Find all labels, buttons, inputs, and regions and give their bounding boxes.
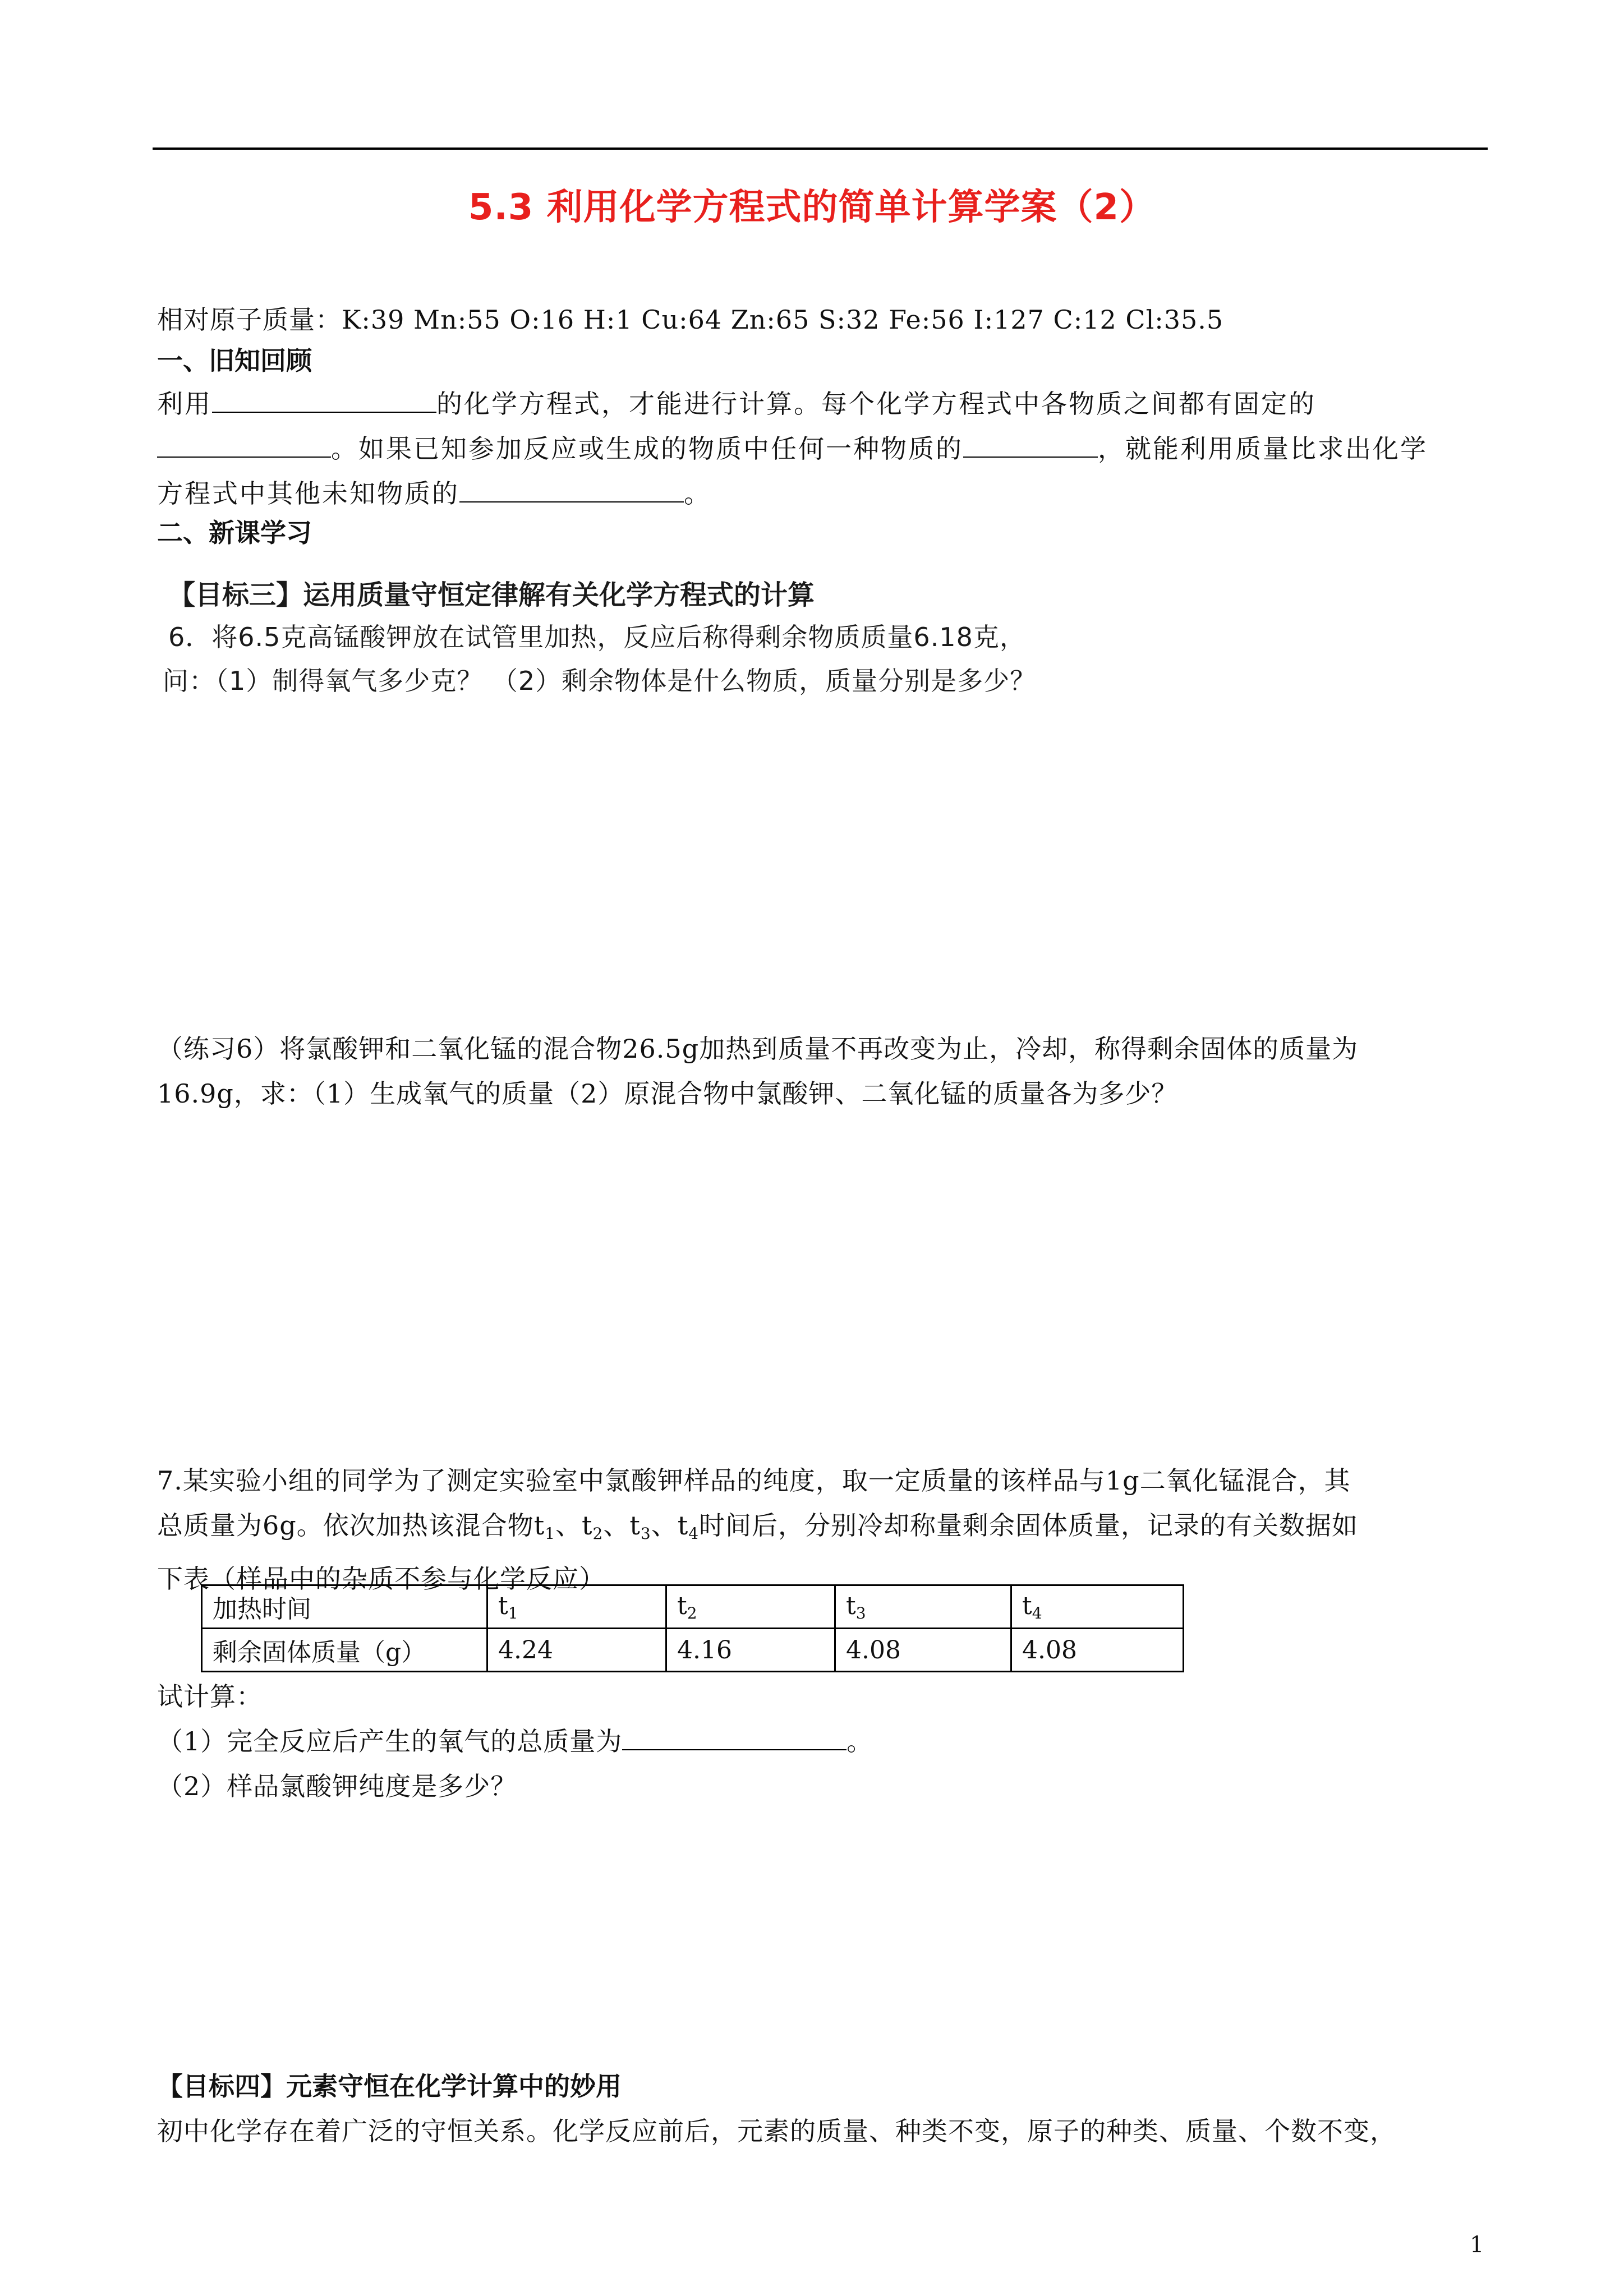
section1-line3 <box>157 471 1481 516</box>
sub-question-2: （2）样品氯酸钾纯度是多少？ <box>157 1771 517 1801</box>
sub-3: 3 <box>640 1524 651 1543</box>
page-number: 1 <box>1470 2232 1484 2258</box>
cell-text: t <box>1022 1591 1032 1620</box>
table-cell: 4.08 <box>835 1629 1011 1672</box>
q6-line2: 问：（1）制得氧气多少克？ （2）剩余物体是什么物质，质量分别是多少？ <box>163 666 1037 696</box>
goal3-heading: 【目标三】运用质量守恒定律解有关化学方程式的计算 <box>168 579 815 611</box>
q7-line1: 7.某实验小组的同学为了测定实验室中氯酸钾样品的纯度，取一定质量的该样品与1g二氧化锰混合，其 <box>157 1465 1351 1496</box>
table-cell <box>666 1585 835 1629</box>
calc-label: 试计算： <box>157 1681 263 1712</box>
goal4-line1: 初中化学存在着广泛的守恒关系。化学反应前后，元素的质量、种类不变，原子的种类、质量、个数不变， <box>157 2116 1396 2146</box>
table-cell <box>487 1585 666 1629</box>
table-cell: 加热时间 <box>202 1585 487 1629</box>
cell-text: t <box>846 1591 856 1620</box>
q7-line2 <box>157 1503 1481 1556</box>
table-cell: 4.24 <box>487 1629 666 1672</box>
header-rule <box>153 147 1488 150</box>
table-cell <box>1011 1585 1184 1629</box>
blank-1 <box>212 389 436 413</box>
section1-heading: 一、旧知回顾 <box>157 345 312 376</box>
sub-1: 1 <box>545 1524 556 1543</box>
q7-line2-b: 、t <box>555 1510 593 1541</box>
table-cell: 剩余固体质量（g） <box>202 1629 487 1672</box>
line1-text-a: 利用 <box>157 389 212 419</box>
section1-paragraph <box>157 381 1481 516</box>
q7-calc <box>157 1674 1481 1809</box>
sub-question-1 <box>157 1719 1481 1764</box>
table-cell: 4.16 <box>666 1629 835 1672</box>
data-table <box>201 1584 1184 1672</box>
sub-q1-end: 。 <box>846 1726 873 1756</box>
cell-sub: 2 <box>687 1603 697 1622</box>
section1-line1 <box>157 381 1481 426</box>
page-title: 5.3 利用化学方程式的简单计算学案（2） <box>468 187 1156 228</box>
line2-text-c: ，就能利用质量比求出化学 <box>1098 434 1428 464</box>
exercise6-line2: 16.9g，求：（1）生成氧气的质量（2）原混合物中氯酸钾、二氧化锰的质量各为多少？ <box>157 1078 1178 1109</box>
goal4-heading: 【目标四】元素守恒在化学计算中的妙用 <box>157 2071 622 2101</box>
section2-heading: 二、新课学习 <box>157 518 312 548</box>
table-row <box>202 1585 1184 1629</box>
table-cell: 4.08 <box>1011 1629 1184 1672</box>
line3-text-a: 方程式中其他未知物质的 <box>157 478 459 509</box>
exercise6-line1: （练习6）将氯酸钾和二氧化锰的混合物26.5g加热到质量不再改变为止，冷却，称得剩余固体的质量为 <box>157 1034 1359 1064</box>
exercise6 <box>157 1026 1481 1116</box>
sub-2: 2 <box>592 1524 604 1543</box>
blank-5 <box>622 1727 846 1750</box>
sub-4: 4 <box>688 1524 700 1543</box>
q7-line2-d: 、t <box>651 1510 689 1541</box>
line1-text-b: 的化学方程式，才能进行计算。每个化学方程式中各物质之间都有固定的 <box>436 389 1316 419</box>
cell-text: t <box>677 1591 687 1620</box>
q7-line2-e: 时间后，分别冷却称量剩余固体质量，记录的有关数据如 <box>699 1510 1359 1541</box>
question7 <box>157 1458 1481 1601</box>
line2-text-b: 。如果已知参加反应或生成的物质中任何一种物质的 <box>331 434 963 464</box>
blank-2 <box>157 434 331 458</box>
blank-3 <box>963 434 1098 458</box>
line3-text-b: 。 <box>684 478 711 509</box>
q6-line1: 6．将6.5克高锰酸钾放在试管里加热，反应后称得剩余物质质量6.18克， <box>168 622 1026 652</box>
cell-sub: 4 <box>1032 1603 1042 1622</box>
cell-sub: 3 <box>855 1603 866 1622</box>
section1-line2 <box>157 426 1481 471</box>
q7-line3: 下表（样品中的杂质不参与化学反应） <box>157 1564 605 1594</box>
table-row <box>202 1629 1184 1672</box>
sub-q1-text: （1）完全反应后产生的氧气的总质量为 <box>157 1726 623 1756</box>
atomic-masses: 相对原子质量：K:39 Mn:55 O:16 H:1 Cu:64 Zn:65 S:32 Fe:56 I:127 C:12 Cl:35.5 <box>157 305 1224 335</box>
table-cell <box>835 1585 1011 1629</box>
q7-line2-a: 总质量为6g。依次加热该混合物t <box>157 1510 545 1541</box>
cell-sub: 1 <box>508 1603 518 1622</box>
cell-text: t <box>498 1591 508 1620</box>
blank-4 <box>459 479 684 502</box>
q7-line2-c: 、t <box>603 1510 641 1541</box>
